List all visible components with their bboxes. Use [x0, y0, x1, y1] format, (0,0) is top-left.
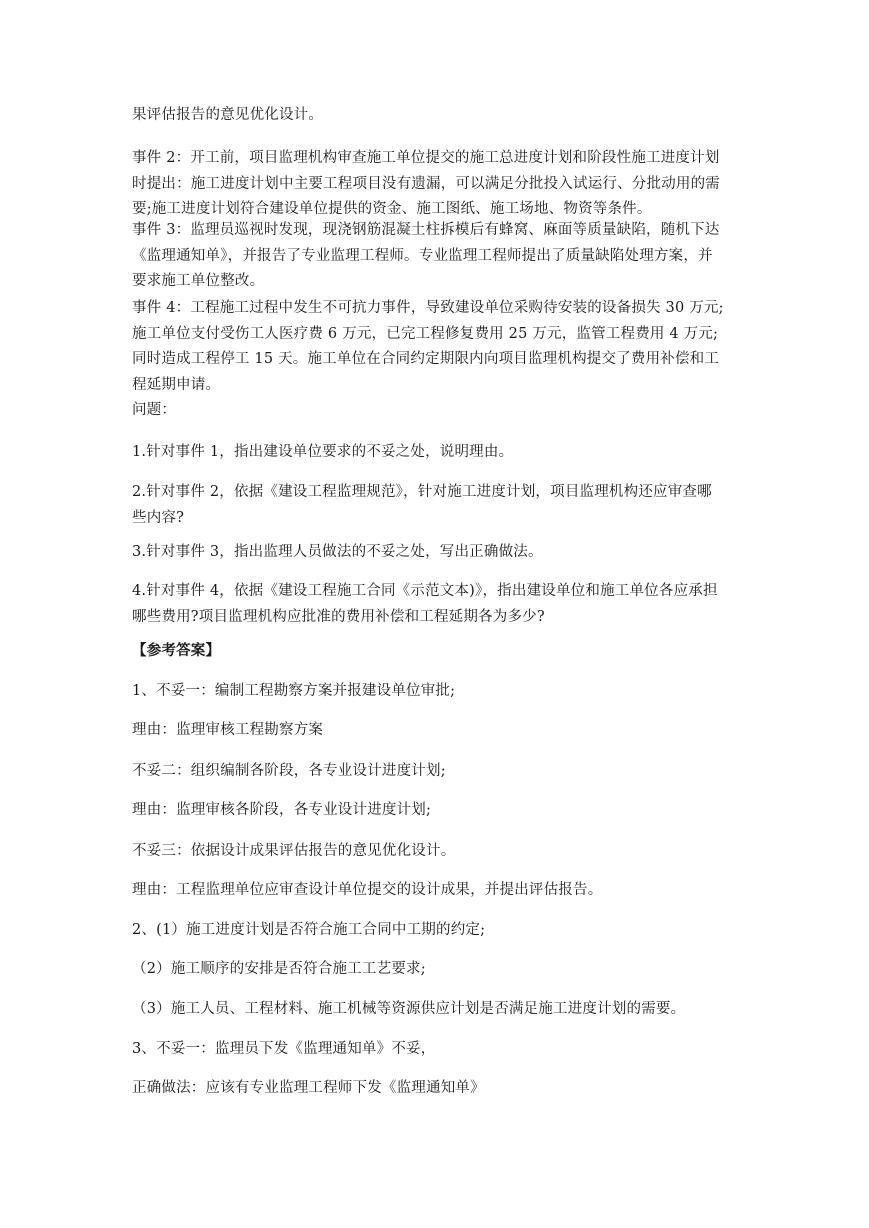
answer-line: 3、不妥一：监理员下发《监理通知单》不妥，: [132, 1041, 436, 1057]
answer-line: 1、不妥一：编制工程勘察方案并报建设单位审批;: [132, 683, 456, 699]
intro-continuation: 果评估报告的意见优化设计。: [132, 107, 324, 123]
answer-line: 正确做法：应该有专业监理工程师下发《监理通知单》: [132, 1080, 485, 1096]
answer-heading: 【参考答案】: [132, 642, 221, 659]
answer-line: （2）施工顺序的安排是否符合施工工艺要求;: [132, 961, 426, 977]
answer-line: （3）施工人员、工程材料、施工机械等资源供应计划是否满足施工进度计划的需要。: [132, 1001, 686, 1017]
answer-line: 理由：监理审核工程勘察方案: [132, 722, 324, 738]
question-4: [132, 579, 742, 630]
event-4-line: 同时造成工程停工 15 天。施工单位在合同约定期限内向项目监理机构提交了费用补偿和工: [132, 351, 720, 367]
answer-line: 理由：工程监理单位应审查设计单位提交的设计成果，并提出评估报告。: [132, 882, 603, 898]
event-4-line: 程延期申请。: [132, 376, 221, 393]
answer-line: 理由：监理审核各阶段，各专业设计进度计划;: [132, 802, 432, 818]
questions-label: 问题：: [132, 402, 177, 418]
question-4-line: 哪些费用?项目监理机构应批准的费用补偿和工程延期各为多少?: [132, 608, 545, 625]
question-2-line: 2.针对事件 2，依据《建设工程监理规范》，针对施工进度计划，项目监理机构还应审查哪: [132, 484, 712, 500]
question-2: [132, 480, 742, 531]
event-2-line: 时提出：施工进度计划中主要工程项目没有遗漏，可以满足分批投入试运行、分批动用的需: [132, 175, 720, 192]
question-1: 1.针对事件 1，指出建设单位要求的不妥之处，说明理由。: [132, 444, 514, 460]
event-2-line: 事件 2：开工前，项目监理机构审查施工单位提交的施工总进度计划和阶段性施工进度计划: [132, 150, 720, 166]
answer-line: 2、(1）施工进度计划是否符合施工合同中工期的约定;: [132, 922, 486, 938]
answer-line: 不妥二：组织编制各阶段，各专业设计进度计划;: [132, 763, 446, 779]
event-4-line: 施工单位支付受伤工人医疗费 6 万元，已完工程修复费用 25 万元，监管工程费用 4 万元;: [132, 325, 719, 342]
event-4-line: 事件 4：工程施工过程中发生不可抗力事件，导致建设单位采购待安装的设备损失 30 万元;: [132, 300, 724, 316]
event-2-paragraph: [132, 146, 742, 223]
question-2-line: 些内容?: [132, 509, 185, 526]
event-2-line: 要;施工进度计划符合建设单位提供的资金、施工图纸、施工场地、物资等条件。: [132, 201, 652, 217]
question-4-line: 4.针对事件 4，依据《建设工程施工合同《示范文本)》，指出建设单位和施工单位各应承担: [132, 583, 718, 599]
event-3-line: 事件 3：监理员巡视时发现，现浇钢筋混凝土柱拆模后有蜂窝、麻面等质量缺陷，随机下达: [132, 222, 720, 238]
answer-line: 不妥三：依据设计成果评估报告的意见优化设计。: [132, 843, 456, 859]
event-3-line: 《监理通知单》，并报告了专业监理工程师。专业监理工程师提出了质量缺陷处理方案，并: [132, 247, 713, 264]
event-4-paragraph: [132, 296, 742, 398]
event-3-line: 要求施工单位整改。: [132, 273, 265, 289]
question-3: 3.针对事件 3，指出监理人员做法的不妥之处，写出正确做法。: [132, 544, 543, 560]
event-3-paragraph: [132, 218, 742, 295]
